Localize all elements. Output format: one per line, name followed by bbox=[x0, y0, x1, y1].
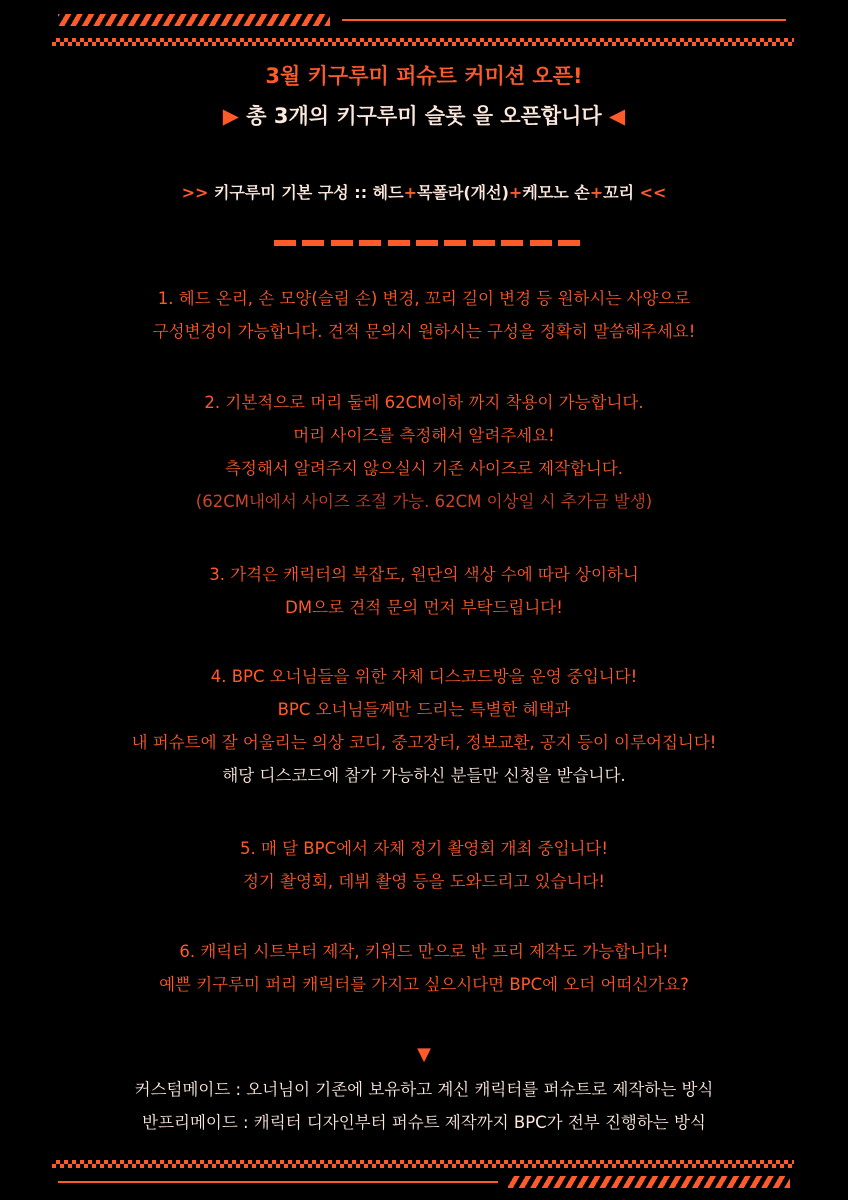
section-3-line-1: 3. 가격은 캐릭터의 복잡도, 원단의 색상 수에 따라 상이하니 bbox=[209, 565, 639, 584]
footer-definitions bbox=[0, 1073, 848, 1139]
title-line-2 bbox=[0, 100, 848, 130]
config-prefix: >> bbox=[181, 183, 214, 202]
section-3 bbox=[0, 558, 848, 624]
section-3-line-2: DM으로 견적 문의 먼저 부탁드립니다! bbox=[285, 598, 563, 617]
top-rule-line bbox=[342, 19, 786, 21]
title-line-1: 3월 키구루미 퍼슈트 커미션 오픈! bbox=[265, 64, 583, 88]
section-4 bbox=[0, 660, 848, 792]
section-2-line-2: 머리 사이즈를 측정해서 알려주세요! bbox=[293, 426, 555, 445]
triangle-left-icon: ◀ bbox=[601, 104, 626, 128]
basic-config-line bbox=[0, 180, 848, 203]
section-2-line-4: (62CM내에서 사이즈 조절 가능. 62CM 이상일 시 추가금 발생) bbox=[195, 492, 653, 511]
section-1 bbox=[0, 282, 848, 348]
bottom-stripe-decoration bbox=[508, 1176, 790, 1188]
config-part-tail: 꼬리 bbox=[603, 183, 635, 202]
section-1-line-2: 구성변경이 가능합니다. 견적 문의시 원하시는 구성을 정확히 말씀해주세요! bbox=[152, 322, 696, 341]
plus-sign: + bbox=[589, 183, 604, 202]
section-2-line-1: 2. 기본적으로 머리 둘레 62CM이하 까지 착용이 가능합니다. bbox=[204, 393, 644, 412]
section-4-line-3: 내 퍼슈트에 잘 어울리는 의상 코디, 중고장터, 정보교환, 공지 등이 이루어집니다! bbox=[131, 733, 717, 752]
section-4-line-1: 4. BPC 오너님들을 위한 자체 디스코드방을 운영 중입니다! bbox=[210, 667, 638, 686]
section-6-line-2: 예쁜 키구루미 퍼리 캐릭터를 가지고 싶으시다면 BPC에 오더 어떠신가요? bbox=[159, 975, 689, 994]
section-4-line-2: BPC 오너님들께만 드리는 특별한 혜택과 bbox=[277, 700, 571, 719]
section-5-line-2: 정기 촬영회, 데뷔 촬영 등을 도와드리고 있습니다! bbox=[242, 872, 606, 891]
section-2-line-3: 측정해서 알려주지 않으실시 기존 사이즈로 제작합니다. bbox=[224, 459, 624, 478]
bottom-rule-line bbox=[58, 1181, 498, 1183]
section-1-line-1: 1. 헤드 온리, 손 모양(슬림 손) 변경, 꼬리 길이 변경 등 원하시는 사양으로 bbox=[157, 289, 691, 308]
down-triangle-icon: ▼ bbox=[417, 1044, 431, 1065]
section-6 bbox=[0, 935, 848, 1001]
triangle-right-icon: ▶ bbox=[222, 104, 247, 128]
top-stripe-decoration bbox=[58, 14, 330, 26]
plus-sign: + bbox=[403, 183, 417, 202]
section-5 bbox=[0, 832, 848, 898]
section-4-line-4: 해당 디스코드에 참가 가능하신 분들만 신청을 받습니다. bbox=[222, 766, 626, 785]
bottom-checker-decoration bbox=[52, 1160, 794, 1168]
semi-free-made-definition: 반프리메이드 : 캐릭터 디자인부터 퍼슈트 제작까지 BPC가 전부 진행하는 방식 bbox=[142, 1113, 706, 1132]
plus-sign: + bbox=[508, 183, 523, 202]
title-line-2-text: 총 3개의 키구루미 슬롯 을 오픈합니다 bbox=[246, 104, 602, 128]
dashed-divider bbox=[274, 240, 580, 246]
top-checker-decoration bbox=[52, 38, 794, 46]
custom-made-definition: 커스텀메이드 : 오너님이 기존에 보유하고 계신 캐릭터를 퍼슈트로 제작하는 방식 bbox=[134, 1080, 714, 1099]
config-part-hands: 케모노 손 bbox=[522, 183, 590, 202]
config-part-neck: 목폴라(개선) bbox=[417, 183, 509, 202]
section-5-line-1: 5. 매 달 BPC에서 자체 정기 촬영회 개최 중입니다! bbox=[239, 839, 609, 858]
section-6-line-1: 6. 캐릭터 시트부터 제작, 키워드 만으로 반 프리 제작도 가능합니다! bbox=[179, 942, 669, 961]
section-2 bbox=[0, 386, 848, 518]
config-label: 키구루미 기본 구성 :: 헤드 bbox=[213, 183, 404, 202]
config-suffix: << bbox=[634, 183, 667, 202]
